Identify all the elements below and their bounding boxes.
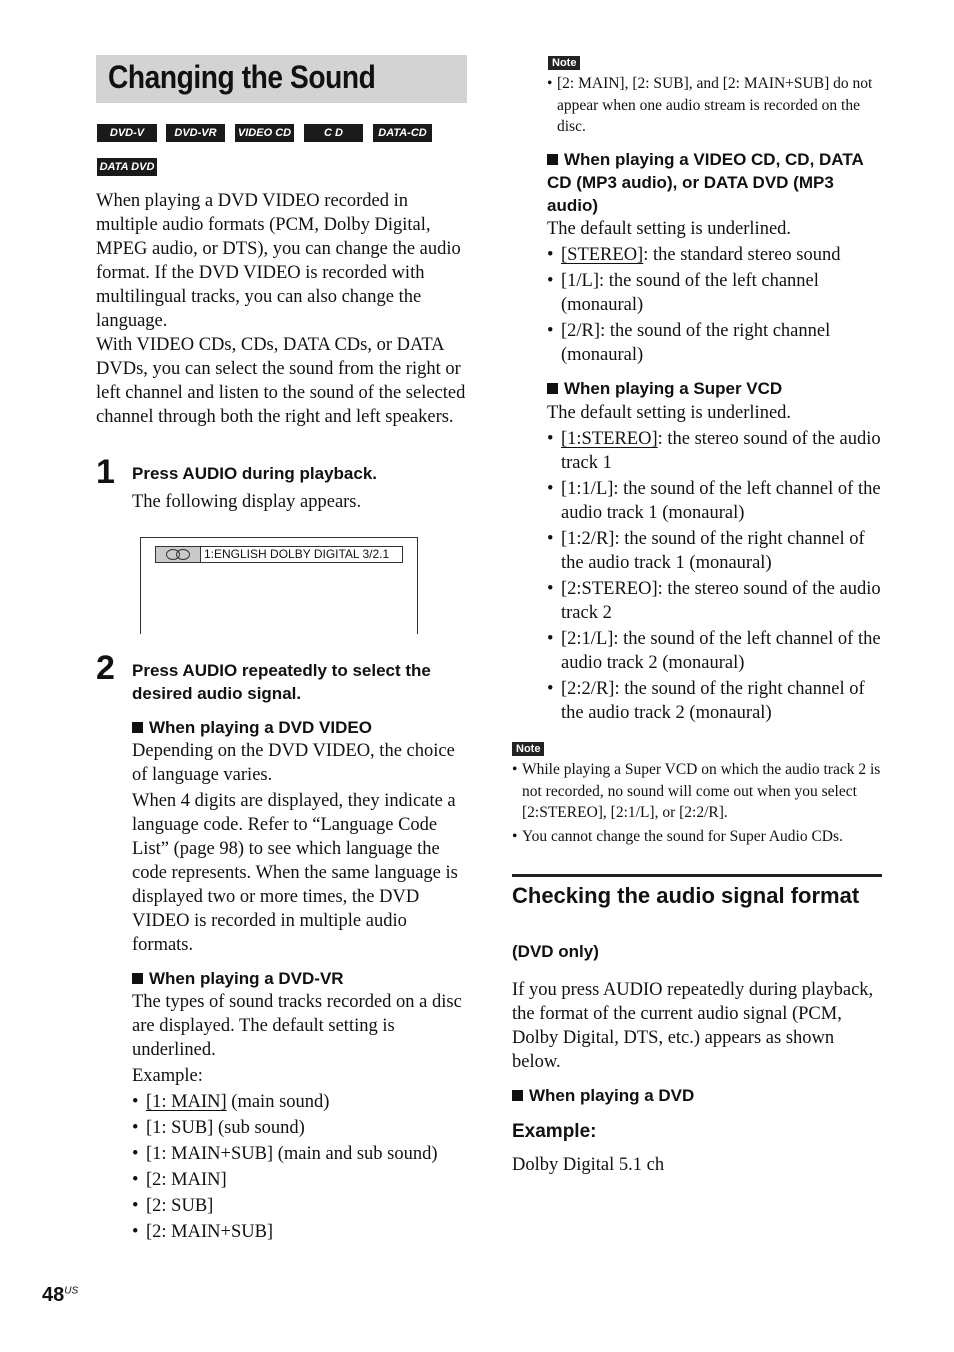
- badge-video-cd: VIDEO CD: [235, 124, 294, 142]
- dvd-video-paragraph-1: Depending on the DVD VIDEO, the choice of language varies.: [132, 741, 455, 785]
- list-item: • [2/R]: the sound of the right channel (monaural): [547, 319, 882, 367]
- badge-cd: C D: [304, 124, 363, 142]
- list-item: • [1:1/L]: the sound of the left channel of the audio track 1 (monaural): [547, 477, 882, 525]
- dvd-video-text: [132, 739, 468, 957]
- list-item: • [2:STEREO]: the stereo sound of the audio track 2: [547, 577, 882, 625]
- section-title: Checking the audio signal format: [512, 883, 860, 908]
- step-2-number: 2: [96, 649, 115, 687]
- svcd-text: [547, 401, 882, 727]
- dvd-heading: When playing a DVD: [512, 1084, 882, 1107]
- intro-paragraph-1: When playing a DVD VIDEO recorded in multiple audio formats (PCM, Dolby Digital, MPEG audio, or DTS), you can change the audio format. If the DVD VIDEO is recorded with multilingual tracks, you can also change the language.: [96, 191, 461, 331]
- example-value: Dolby Digital 5.1 ch: [512, 1155, 665, 1175]
- dvd-vr-options: [132, 1090, 468, 1244]
- note-2-item: • You cannot change the sound for Super Audio CDs.: [512, 826, 884, 848]
- square-bullet-icon: [512, 1090, 523, 1101]
- list-item: • [2: SUB]: [132, 1194, 468, 1218]
- example-label: Example:: [512, 1121, 597, 1142]
- dvd-vr-paragraph: The types of sound tracks recorded on a disc are displayed. The default setting is underlined.: [132, 992, 462, 1060]
- page-number: $48^{US}$: [42, 1284, 79, 1306]
- display-text: 1:ENGLISH DOLBY DIGITAL 3/2.1: [204, 547, 390, 561]
- square-bullet-icon: [132, 722, 143, 733]
- dvd-video-heading: When playing a DVD VIDEO: [132, 716, 468, 739]
- list-item: • [2: MAIN]: [132, 1168, 468, 1192]
- dvd-vr-text: [132, 990, 468, 1246]
- list-item: • [1: SUB] (sub sound): [132, 1116, 468, 1140]
- badge-data-cd: DATA-CD: [373, 124, 432, 142]
- list-item: • [2:2/R]: the sound of the right channel of the audio track 2 (monaural): [547, 677, 882, 725]
- vcd-heading: When playing a VIDEO CD, CD, DATA CD (MP3 audio), or DATA DVD (MP3 audio): [547, 150, 864, 215]
- list-item: • [1: MAIN] (main sound): [132, 1090, 468, 1114]
- vcd-options: [547, 243, 882, 367]
- svcd-default-note: The default setting is underlined.: [547, 403, 792, 423]
- step-1-number: 1: [96, 453, 115, 491]
- step-1-text: The following display appears.: [132, 492, 362, 512]
- intro-text: [96, 189, 468, 429]
- svcd-options: [547, 427, 882, 725]
- square-bullet-icon: [547, 154, 558, 165]
- list-item: • [1/L]: the sound of the left channel (monaural): [547, 269, 882, 317]
- square-bullet-icon: [132, 973, 143, 984]
- note-2: [512, 759, 884, 849]
- note-tag: Note: [548, 56, 580, 70]
- svcd-heading: When playing a Super VCD: [547, 377, 882, 400]
- section-divider: [512, 874, 882, 877]
- vcd-text: [547, 217, 882, 369]
- dvd-video-paragraph-2: When 4 digits are displayed, they indicate a language code. Refer to “Language Code List” (page 98) to see which language the code represents. When the same language is displayed two or more times, the DVD VIDEO is recorded in multiple audio formats.: [132, 791, 458, 955]
- dvd-vr-example-label: Example:: [132, 1066, 203, 1086]
- list-item: • [1:2/R]: the sound of the right channel of the audio track 1 (monaural): [547, 527, 882, 575]
- audio-disc-icon: [156, 547, 201, 562]
- display-bar: [155, 546, 403, 563]
- square-bullet-icon: [547, 383, 558, 394]
- intro-paragraph-2: With VIDEO CDs, CDs, DATA CDs, or DATA DVDs, you can select the sound from the right or left channel and listen to the sound of the selected channel through both the right and left speakers.: [96, 335, 466, 427]
- note-1: [547, 73, 882, 140]
- note-tag: Note: [512, 742, 544, 756]
- list-item: • [2: MAIN+SUB]: [132, 1220, 468, 1244]
- dvd-vr-heading: When playing a DVD-VR: [132, 967, 468, 990]
- section-paragraph: If you press AUDIO repeatedly during playback, the format of the current audio signal (PCM, Dolby Digital, DTS, etc.) appears as shown below.: [512, 980, 874, 1072]
- step-2-heading: Press AUDIO repeatedly to select the desired audio signal.: [132, 661, 431, 703]
- list-item: • [1: MAIN+SUB] (main and sub sound): [132, 1142, 468, 1166]
- vcd-default-note: The default setting is underlined.: [547, 219, 792, 239]
- note-1-item: • [2: MAIN], [2: SUB], and [2: MAIN+SUB] do not appear when one audio stream is recorded on the disc.: [547, 73, 882, 138]
- display-example: [140, 537, 418, 634]
- page-title-box: [96, 55, 467, 103]
- list-item: • [1:STEREO]: the stereo sound of the audio track 1: [547, 427, 882, 475]
- step-1-heading: Press AUDIO during playback.: [132, 464, 377, 483]
- note-2-item: • While playing a Super VCD on which the audio track 2 is not recorded, no sound will come out when you select [2:STEREO], [2:1/L], or [2:2/R].: [512, 759, 884, 824]
- badge-dvd-vr: DVD-VR: [166, 124, 225, 142]
- badge-dvd-v: DVD-V: [97, 124, 157, 142]
- page-title: Changing the Sound: [108, 59, 376, 95]
- section-subtitle: (DVD only): [512, 942, 599, 961]
- badge-data-dvd: DATA DVD: [97, 158, 157, 176]
- list-item: • [STEREO]: the standard stereo sound: [547, 243, 882, 267]
- list-item: • [2:1/L]: the sound of the left channel of the audio track 2 (monaural): [547, 627, 882, 675]
